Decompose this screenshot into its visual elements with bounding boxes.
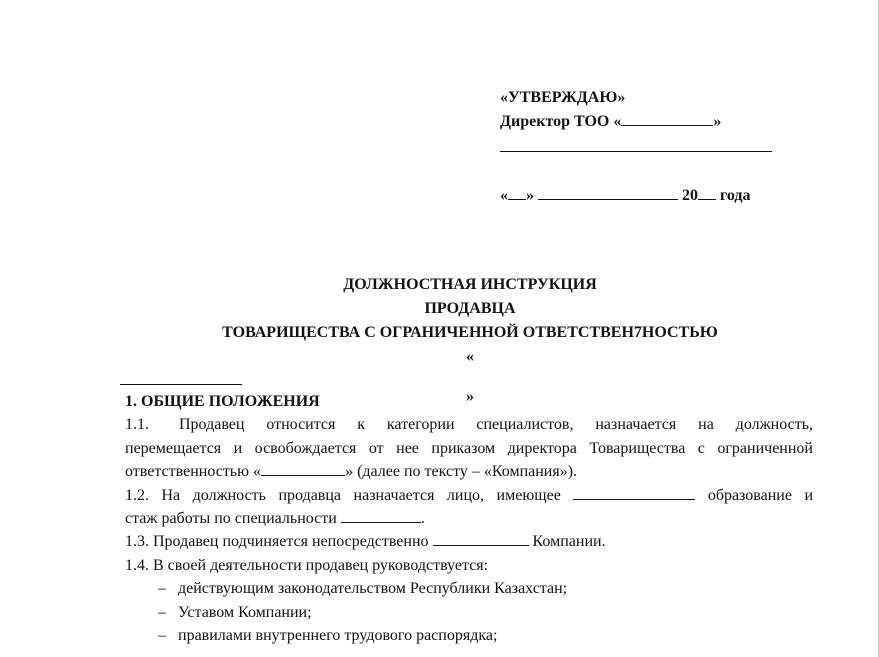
year-word: года xyxy=(720,187,751,204)
clause-1-1-text-3a: ответственностью « xyxy=(125,463,262,481)
year-prefix: 20 xyxy=(682,187,698,204)
clause-1-2-text-d: . xyxy=(420,510,425,528)
clause-1-2-line-2 xyxy=(125,507,813,530)
list-item xyxy=(125,577,813,600)
clause-1-1-number: 1.1. xyxy=(125,416,149,434)
month-blank xyxy=(538,184,678,200)
clause-1-1-text-3b: » (далее по тексту – «Компания»). xyxy=(345,463,578,481)
director-line xyxy=(500,110,790,134)
company-blank xyxy=(261,460,345,476)
director-prefix: Директор ТОО « xyxy=(500,113,622,130)
approval-heading: «УТВЕРЖДАЮ» xyxy=(500,89,626,106)
clause-1-2-text-c: стаж работы по специальности xyxy=(125,510,337,528)
title-line-2: ПРОДАВЦА xyxy=(424,300,516,317)
experience-blank xyxy=(341,507,421,523)
supervisor-blank xyxy=(433,530,529,546)
clause-1-1-line-2: перемещается и освобождается от нее приказом директора Товарищества с ограниченной xyxy=(125,439,813,457)
clause-1-1-line-3 xyxy=(125,460,813,483)
clause-1-2-text-b: образование и xyxy=(707,486,814,504)
title-company-blank xyxy=(120,369,242,385)
education-blank xyxy=(573,484,695,500)
section-heading: 1. ОБЩИЕ ПОЛОЖЕНИЯ xyxy=(125,393,320,410)
signature-line xyxy=(500,151,772,152)
approval-date-line xyxy=(500,184,790,208)
list-item-text: действующим законодательством Республики Казахстан; xyxy=(178,580,568,598)
title-company-open: « xyxy=(466,348,474,365)
clause-1-2-text-a: 1.2. На должность продавца назначается лицо, имеющее xyxy=(125,486,561,504)
clause-1-3-text-a: 1.3. Продавец подчиняется непосредственно xyxy=(125,533,429,551)
dash-bullet: – xyxy=(158,603,166,621)
date-close-quote: » xyxy=(526,187,534,204)
director-suffix: » xyxy=(713,113,722,130)
clause-1-1-text-1: Продавец относится к категории специалистов, назначается на должность, xyxy=(179,416,813,434)
clause-1-3-text-b: Компании. xyxy=(532,533,606,551)
list-item-text: Уставом Компании; xyxy=(178,603,312,621)
clause-1-2-line-1 xyxy=(125,484,813,507)
document-body xyxy=(125,390,813,647)
clause-1-4: 1.4. В своей деятельности продавец руководствуется: xyxy=(125,556,489,574)
document-title xyxy=(120,273,820,409)
company-name-blank xyxy=(621,110,713,126)
date-open-quote: « xyxy=(500,187,508,204)
title-line-3: ТОВАРИЩЕСТВА С ОГРАНИЧЕННОЙ ОТВЕТСТВЕН7НОСТЬЮ xyxy=(222,324,718,341)
list-item xyxy=(125,624,813,647)
day-blank xyxy=(508,184,526,200)
title-company-close: » xyxy=(466,388,474,405)
clause-1-3 xyxy=(125,530,813,553)
approval-block xyxy=(500,86,790,208)
title-line-1: ДОЛЖНОСТНАЯ ИНСТРУКЦИЯ xyxy=(343,276,597,293)
dash-bullet: – xyxy=(158,627,166,645)
list-item xyxy=(125,601,813,624)
list-item-text: правилами внутреннего трудового распорядка; xyxy=(178,627,498,645)
dash-bullet: – xyxy=(158,580,166,598)
clause-1-1-line-1 xyxy=(125,413,813,436)
year-blank xyxy=(698,184,716,200)
